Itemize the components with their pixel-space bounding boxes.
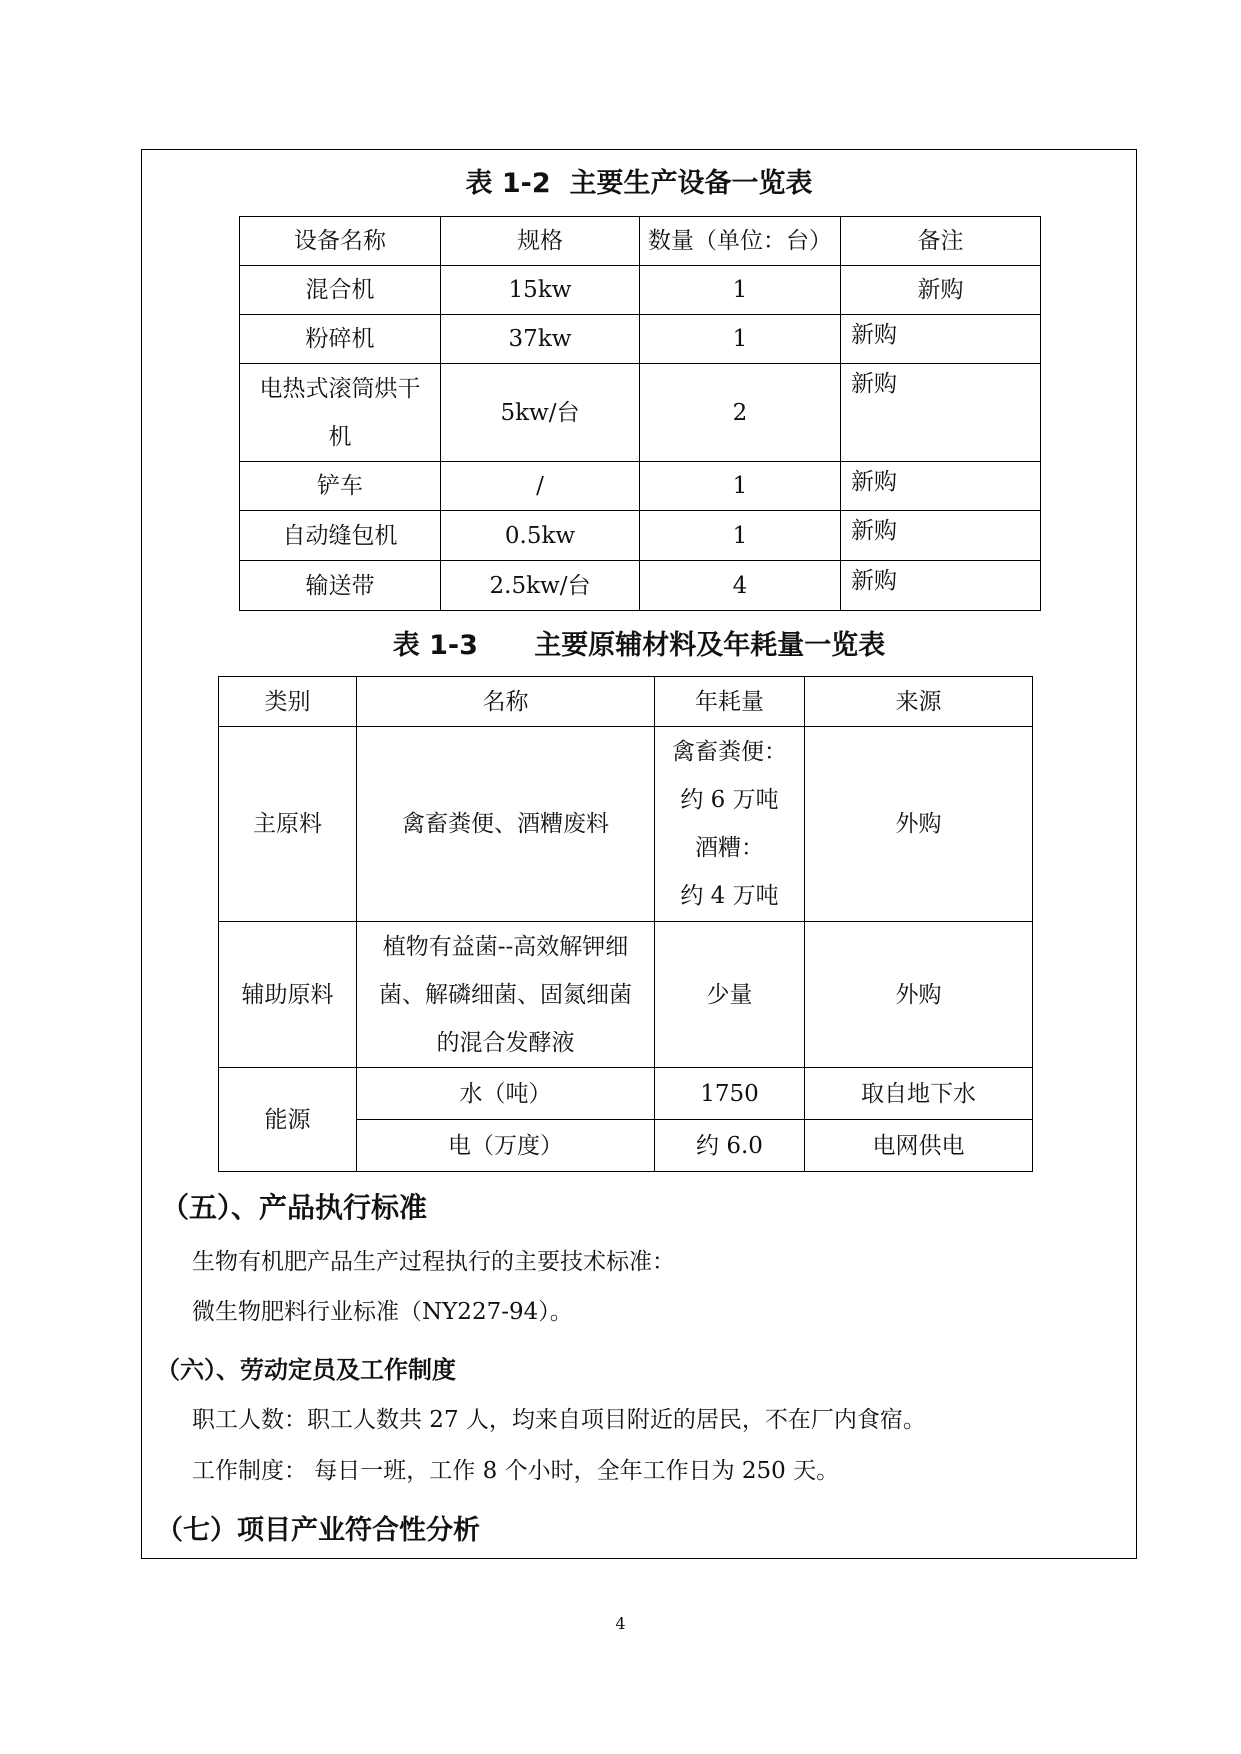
body-text: 生物有机肥产品生产过程执行的主要技术标准： (192, 1249, 675, 1275)
material-usage: 约 6.0 (655, 1120, 805, 1172)
equipment-qty: 1 (640, 511, 841, 561)
material-usage: 1750 (655, 1068, 805, 1120)
equipment-note: 新购 (841, 511, 1041, 561)
equipment-name-line: 电热式滚筒烘干 (259, 375, 421, 402)
table-header-row (240, 217, 1041, 266)
header-cell: 设备名称 (240, 217, 441, 266)
material-source: 外购 (805, 922, 1033, 1068)
usage-line: 约 6 万吨 (680, 787, 779, 813)
table-row (240, 266, 1041, 315)
body-text: 职工人数：职工人数共 27 人，均来自项目附近的居民，不在厂内食宿。 (192, 1407, 926, 1433)
name-line: 的混合发酵液 (436, 1029, 575, 1056)
usage-line: 禽畜粪便： (672, 739, 787, 765)
material-name: 水（吨） (357, 1068, 655, 1120)
equipment-note: 新购 (841, 462, 1041, 511)
equipment-spec: 2.5kw/台 (441, 561, 640, 611)
material-source: 电网供电 (805, 1120, 1033, 1172)
header-cell: 名称 (357, 677, 655, 727)
table-row (219, 727, 1033, 922)
body-text: 工作制度： 每日一班，工作 8 个小时，全年工作日为 250 天。 (192, 1458, 840, 1484)
section-heading: （六）、劳动定员及工作制度 (156, 1356, 456, 1384)
header-cell: 类别 (219, 677, 357, 727)
material-usage (655, 727, 805, 922)
table-row (219, 1068, 1033, 1120)
equipment-table (239, 216, 1041, 611)
equipment-spec: 0.5kw (441, 511, 640, 561)
equipment-name: 混合机 (240, 266, 441, 315)
table-1-2-caption: 表 1-2 主要生产设备一览表 (465, 168, 813, 199)
equipment-name: 输送带 (240, 561, 441, 611)
name-line: 菌、解磷细菌、固氮细菌 (379, 981, 632, 1008)
material-name (357, 922, 655, 1068)
section-heading: （七）项目产业符合性分析 (156, 1515, 480, 1546)
usage-line: 约 4 万吨 (680, 883, 779, 909)
table-1-3-caption: 表 1-3 主要原辅材料及年耗量一览表 (392, 630, 886, 661)
material-category: 主原料 (219, 727, 357, 922)
equipment-name: 铲车 (240, 462, 441, 511)
equipment-note: 新购 (841, 266, 1041, 315)
equipment-note: 新购 (841, 561, 1041, 611)
table-row (240, 511, 1041, 561)
material-source: 外购 (805, 727, 1033, 922)
body-text: 微生物肥料行业标准（NY227-94）。 (192, 1299, 573, 1325)
equipment-spec: / (441, 462, 640, 511)
name-line: 植物有益菌--高效解钾细 (382, 933, 629, 960)
equipment-qty: 4 (640, 561, 841, 611)
equipment-qty: 1 (640, 315, 841, 364)
material-category: 辅助原料 (219, 922, 357, 1068)
header-cell: 规格 (441, 217, 640, 266)
header-cell: 备注 (841, 217, 1041, 266)
section-heading: （五）、产品执行标准 (161, 1191, 428, 1224)
equipment-qty: 1 (640, 462, 841, 511)
equipment-name-line: 机 (328, 423, 352, 450)
header-cell: 来源 (805, 677, 1033, 727)
equipment-spec: 5kw/台 (441, 364, 640, 462)
table-header-row (219, 677, 1033, 727)
equipment-spec: 15kw (441, 266, 640, 315)
equipment-name (240, 364, 441, 462)
equipment-qty: 1 (640, 266, 841, 315)
material-category: 能源 (219, 1068, 357, 1172)
table-row (240, 315, 1041, 364)
table-row (219, 922, 1033, 1068)
material-usage: 少量 (655, 922, 805, 1068)
equipment-note: 新购 (841, 315, 1041, 364)
header-cell: 数量（单位：台） (640, 217, 841, 266)
usage-line: 酒糟： (695, 835, 764, 861)
table-row (240, 364, 1041, 462)
equipment-name: 粉碎机 (240, 315, 441, 364)
equipment-name: 自动缝包机 (240, 511, 441, 561)
equipment-spec: 37kw (441, 315, 640, 364)
equipment-qty: 2 (640, 364, 841, 462)
header-cell: 年耗量 (655, 677, 805, 727)
page-number: 4 (615, 1614, 626, 1633)
materials-table (218, 676, 1033, 1172)
material-name: 禽畜粪便、酒糟废料 (357, 727, 655, 922)
equipment-note: 新购 (841, 364, 1041, 462)
material-source: 取自地下水 (805, 1068, 1033, 1120)
material-name: 电（万度） (357, 1120, 655, 1172)
table-row (240, 561, 1041, 611)
table-row (240, 462, 1041, 511)
